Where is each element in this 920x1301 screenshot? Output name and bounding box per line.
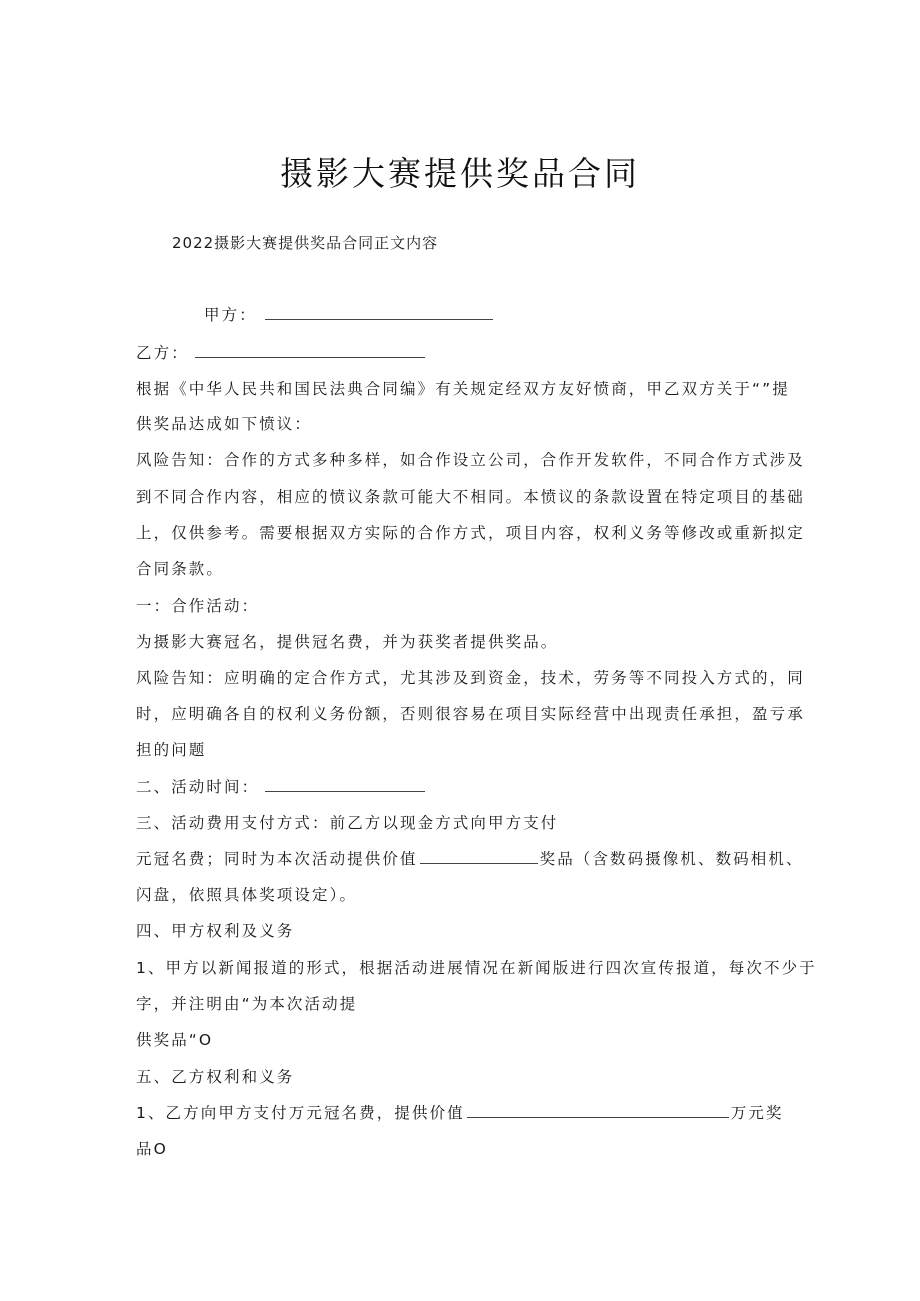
section-5-line-1: [136, 1101, 784, 1123]
section-3-line-1: 三、活动费用支付方式：前乙方以现金方式向甲方支付: [136, 814, 559, 832]
risk-notice-2-line-3: 担的问题: [136, 741, 207, 759]
section-2-line: [136, 775, 425, 797]
page-title: 摄影大赛提供奖品合同: [280, 154, 640, 193]
section-5-line-1-part-a: 1、乙方向甲方支付万元冠名费，提供价值: [136, 1104, 465, 1122]
prize-amount-blank: [467, 1103, 729, 1118]
risk-notice-2-line-2: 时，应明确各自的权利义务份额，否则很容易在项目实际经营中出现责任承担，盈亏承: [136, 705, 805, 723]
section-1-body: 为摄影大赛冠名，提供冠名费，并为获奖者提供奖品。: [136, 633, 559, 651]
section-3-line-2: [136, 847, 804, 869]
party-a-blank: [265, 305, 493, 320]
party-b-blank: [195, 343, 425, 358]
section-5-heading: 五、乙方权利和义务: [136, 1068, 295, 1086]
section-4-line-1: 1、甲方以新闻报道的形式，根据活动进展情况在新闻版进行四次宣传报道，每次不少于: [136, 959, 817, 977]
section-3-line-2-part-b: 奖品（含数码摄像机、数码相机、: [539, 850, 804, 868]
subtitle: 2022摄影大赛提供奖品合同正文内容: [172, 234, 439, 252]
party-a-label: 甲方：: [204, 306, 257, 324]
intro-line-1: 根据《中华人民共和国民法典合同编》有关规定经双方友好愤商，甲乙双方关于“”提: [136, 380, 790, 398]
party-b-line: [136, 341, 425, 363]
risk-notice-1-line-2: 到不同合作内容，相应的愤议条款可能大不相同。本愤议的条款设置在特定项目的基础: [136, 488, 805, 506]
activity-time-blank: [265, 777, 425, 792]
party-a-line: [204, 303, 493, 325]
risk-notice-2-line-1: 风险告知：应明确的定合作方式，尤其涉及到资金，技术，劳务等不同投入方式的，同: [136, 669, 805, 687]
section-5-line-2: 品O: [136, 1140, 168, 1158]
section-3-line-3: 闪盘，依照具体奖项设定）。: [136, 886, 358, 904]
party-b-label: 乙方：: [136, 344, 189, 362]
intro-line-2: 供奖品达成如下愤议：: [136, 415, 313, 433]
section-4-heading: 四、甲方权利及义务: [136, 922, 295, 940]
section-2-label: 二、活动时间：: [136, 778, 260, 796]
section-3-line-2-part-a: 元冠名费；同时为本次活动提供价值: [136, 850, 418, 868]
risk-notice-1-line-4: 合同条款。: [136, 560, 225, 578]
section-4-line-3: 供奖品“O: [136, 1031, 214, 1049]
section-5-line-1-part-b: 万元奖: [730, 1104, 784, 1122]
section-1-heading: 一：合作活动：: [136, 597, 260, 615]
prize-value-blank: [420, 849, 538, 864]
risk-notice-1-line-1: 风险告知：合作的方式多种多样，如合作设立公司，合作开发软件，不同合作方式涉及: [136, 451, 805, 469]
section-4-line-2: 字，并注明由“为本次活动提: [136, 995, 358, 1013]
risk-notice-1-line-3: 上，仅供参考。需要根据双方实际的合作方式，项目内容，权利义务等修改或重新拟定: [136, 524, 805, 542]
